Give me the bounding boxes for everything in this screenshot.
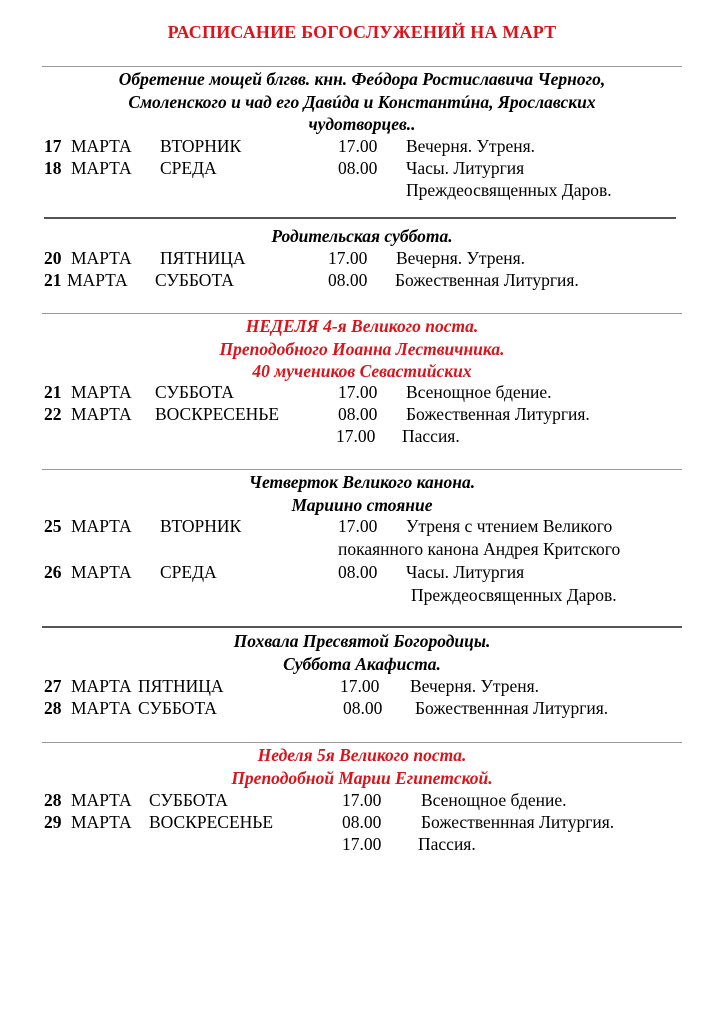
weekday: ВТОРНИК [160,136,242,156]
heading-line: Похвала Пресвятой Богородицы. [233,631,491,651]
weekday: ПЯТНИЦА [160,248,246,268]
heading-line: Преподобного Иоанна Лествичника. [219,338,505,359]
day-number: 29 [44,812,62,832]
time: 08.00 [343,698,383,718]
day-number: 28 [44,790,62,810]
service: Часы. Литургия [406,158,525,178]
heading-line: Мариино стояние [291,494,433,515]
divider [42,626,682,628]
weekday: СРЕДА [160,158,217,178]
divider [42,313,682,314]
weekday: СУББОТА [149,790,228,810]
heading-line: Четверток Великого канона. [248,472,476,492]
day-number: 25 [44,516,62,536]
month: МАРТА [71,812,132,832]
page-title: РАСПИСАНИЕ БОГОСЛУЖЕНИЙ НА МАРТ [167,22,557,42]
weekday: ПЯТНИЦА [138,676,224,696]
time: 17.00 [342,790,382,810]
weekday: СРЕДА [160,562,217,582]
service: Божественнная Литургия. [415,698,609,718]
service: покаянного канона Андрея Критского [338,539,621,559]
time: 08.00 [338,158,378,178]
service: Пассия. [418,834,476,854]
heading-line: Родительская суббота. [271,226,453,246]
divider [42,66,682,67]
day-number: 20 [44,248,62,268]
month: МАРТА [71,562,132,582]
service: Вечерня. Утреня. [410,676,540,696]
section-heading [0,744,724,789]
heading-line: Неделя 5я Великого поста. [257,745,467,765]
time: 17.00 [340,676,380,696]
divider [42,742,682,743]
service: Божественнная Литургия. [421,812,615,832]
service: Вечерня. Утреня. [406,136,536,156]
time: 17.00 [336,426,376,446]
heading-line: Смоленского и чад его Давúда и Константúна, Ярославских [128,91,596,112]
day-number: 21 [44,270,62,290]
weekday: СУББОТА [155,382,234,402]
section-heading [0,630,724,675]
time: 08.00 [338,562,378,582]
month: МАРТА [71,790,132,810]
day-number: 26 [44,562,62,582]
weekday: СУББОТА [138,698,217,718]
service: Утреня с чтением Великого [406,516,613,536]
service: Вечерня. Утреня. [396,248,526,268]
time: 08.00 [338,404,378,424]
section-heading [0,225,724,248]
weekday: ВОСКРЕСЕНЬЕ [155,404,280,424]
service: Преждеосвященных Даров. [411,585,617,605]
heading-line: Преподобной Марии Египетской. [231,767,493,788]
heading-line: 40 мучеников Севастийских [252,361,472,381]
time: 17.00 [338,136,378,156]
day-number: 21 [44,382,62,402]
time: 17.00 [338,516,378,536]
service: Преждеосвященных Даров. [406,180,612,200]
day-number: 27 [44,676,62,696]
time: 08.00 [342,812,382,832]
time: 08.00 [328,270,368,290]
heading-line: Обретение мощей блгвв. кнн. Феóдора Ростиславича Черного, [118,69,606,89]
month: МАРТА [71,516,132,536]
heading-line: НЕДЕЛЯ 4-я Великого поста. [245,316,479,336]
service: Пассия. [402,426,460,446]
weekday: ВОСКРЕСЕНЬЕ [149,812,274,832]
time: 17.00 [328,248,368,268]
service: Часы. Литургия [406,562,525,582]
time: 17.00 [342,834,382,854]
month: МАРТА [67,270,128,290]
day-number: 17 [44,136,62,156]
weekday: СУББОТА [155,270,234,290]
service: Божественная Литургия. [395,270,579,290]
month: МАРТА [71,248,132,268]
service: Божественная Литургия. [406,404,590,424]
month: МАРТА [71,158,132,178]
day-number: 18 [44,158,62,178]
service: Всенощное бдение. [421,790,567,810]
month: МАРТА [71,676,132,696]
month: МАРТА [71,404,132,424]
month: МАРТА [71,136,132,156]
section-heading [0,471,724,516]
section-heading [0,68,724,136]
weekday: ВТОРНИК [160,516,242,536]
day-number: 22 [44,404,62,424]
month: МАРТА [71,382,132,402]
day-number: 28 [44,698,62,718]
heading-line: Суббота Акафиста. [283,653,441,674]
divider [42,469,682,470]
time: 17.00 [338,382,378,402]
service: Всенощное бдение. [406,382,552,402]
section-heading [0,315,724,383]
heading-line: чудотворцев.. [308,114,416,134]
underscore-divider [44,217,676,219]
month: МАРТА [71,698,132,718]
